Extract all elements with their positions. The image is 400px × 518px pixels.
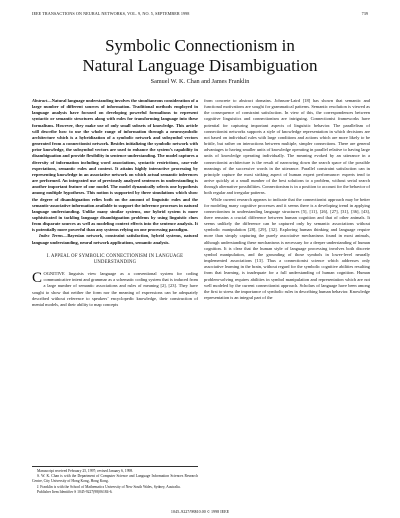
author-line: Samuel W. K. Chan and James Franklin [150, 78, 250, 85]
abstract [32, 98, 198, 233]
journal-header: IEEE TRANSACTIONS ON NEURAL NETWORKS, VOL. 9, NO. 5, SEPTEMBER 1998 [32, 11, 190, 16]
footnote-affiliation-2: J. Franklin is with the School of Mathematics University of New South Wales, Sydney, Australia. [37, 484, 181, 489]
index-terms-lead: Index Terms— [39, 233, 68, 239]
paper-title [0, 36, 400, 76]
footnotes [32, 466, 198, 495]
left-column [32, 98, 198, 308]
section-heading: I. APPEAL OF SYMBOLIC CONNECTIONISM IN LANGUAGE UNDERSTANDING [46, 253, 184, 265]
index-terms [32, 233, 198, 245]
footnote-pii: Publisher Item Identifier S 1045-9227(98)06184-6. [37, 489, 113, 494]
copyright-line: 1045–9227/98$10.00 © 1998 IEEE [170, 509, 230, 514]
intro-text: OGNITIVE linguists view language as a conventional system for coding communicative intent and grammar as a schematic coding system that is induced from a large number of semantic associations and rules of meaning [2], [23]. They have sought to show that neither the form nor the meaning of expressions can be adequately described without reference to speakers’ encyclopedic knowledge, their construction of mental models, and their ability to map concepts [32, 271, 198, 307]
intro-paragraph [32, 271, 198, 308]
page-number: 739 [361, 11, 368, 16]
abstract-text: Natural language understanding involves the simultaneous consideration of a large number of different sources of information. Traditional methods employed in language analysis have focused on developing powerful formalisms to represent syntactic or semantic structures along with rules for transforming language into these formalisms. However, they make use of only small subsets of knowledge. This article will describe how to use the whole range of information through a neurosymbolic architecture which is a hybridization of a symbolic network and subsymbol vectors generated from a connectionist network. Besides initializing the symbolic network with prior knowledge, the subsymbol vectors are used to enhance the system’s capability in disambiguation and provide flexibility in sentence understanding. The model captures a diversity of information including word associations, syntactic restrictions, case-role expectations, semantic rules and context. It attains highly interactive processing by representing knowledge in an associative network on which actual semantic inferences are performed. An integrated use of previously analyzed sentences in understanding is another important feature of our model. The model dynamically selects one hypothesis among multiple hypotheses. This notion is supported by three simulations which show the degree of disambiguation relies both on the amount of linguistic rules and the semantic-associative information available to support the inference processes in natural language understanding. Unlike many similar systems, our hybrid system is more sophisticated in tackling language disambiguation problems by using linguistic clues from disparate sources as well as modeling context effects into the sentence analysis. It is potentially more powerful than any systems relying on one processing paradigm. [32, 98, 198, 233]
footnote-affiliation-1: S. W. K. Chan is with the Department of Computer Science and Language Information Sciences Research Centre, City University of Hong Kong, Hong Kong. [32, 474, 198, 484]
title-line-1: Symbolic Connectionism in [105, 36, 295, 55]
right-column [204, 98, 370, 301]
abstract-lead: Abstract— [32, 98, 52, 103]
body-paragraph-1: from concrete to abstract domains. Johnson-Laird [18] has shown that semantic and functional motivations are sought for grammatical patterns. Semantic resolution is viewed as the consequence of constraint satisfaction. In view of this, the correspondences between cognitive linguistics and connectionism are intriguing. Connectionist frameworks have potential for capturing important aspects of linguistic behavior. The parallelism of connectionist networks supports a style of knowledge representation in which decisions are not based on individual rules with large conditions and actions which are more likely to be brittle, but rather on interactions between multiple, simpler connections. There are general advantages to having smaller units of knowledge operating in parallel relative to having large units of knowledge operating individually. The meaning evoked by an utterance in a connectionist architecture is the result of narrowing down the search space of the possible meanings of the successive words in the utterance. Parallel constraint satisfaction can in principle capture the most striking aspect of human expert performance: experts tend to arrive quickly at a small number of the best solutions to a problem, without serial search through alternative possibilities. Connectionism is in a position to account for the behavior of both regular and irregular patterns. [204, 98, 370, 196]
body-paragraph-2: While current research appears to indicate that the connectionist approach may be better for modeling many cognitive processes and it seems there is a developing trend in applying connectionism in understanding language structures [5], [11], [26], [27], [31], [36], [43], there remains a crucial difference between human cognition and that of other animals. It seems unlikely the difference can be captured only by semantic associations without symbolic manipulation [28], [29], [32]. Exploring human thinking and language require more than simply capturing the purely associative mechanisms found in most animals, although understanding these mechanisms is necessary for a deeper understanding of human cognition. It is clear that the human style of language processing involves both discrete symbol manipulation, and the grounding of those symbols in lower-level neurally implemented associations [13]. Thus a connectionist science which addresses only associative learning in the brain, without regard for the symbolic cognitive abilities resulting from that learning, is inadequate for a full understanding of human cognition. Human problem-solving requires abilities in symbol manipulation and representation which are not well modeled by the current connectionist approach. Scholars of language have been among the first to stress the importance of symbolic rules in describing human behavior. Knowledge representation is an integral part of the [204, 196, 370, 300]
title-line-2: Natural Language Disambiguation [82, 56, 318, 75]
drop-cap: C [32, 270, 43, 287]
footnote-received: Manuscript received February 25, 1997; revised January 6, 1998. [37, 469, 134, 473]
index-terms-text: Bayesian network, constraint satisfaction, hybrid systems, natural language understanding, neural network applications, semantic analysis. [32, 233, 199, 245]
